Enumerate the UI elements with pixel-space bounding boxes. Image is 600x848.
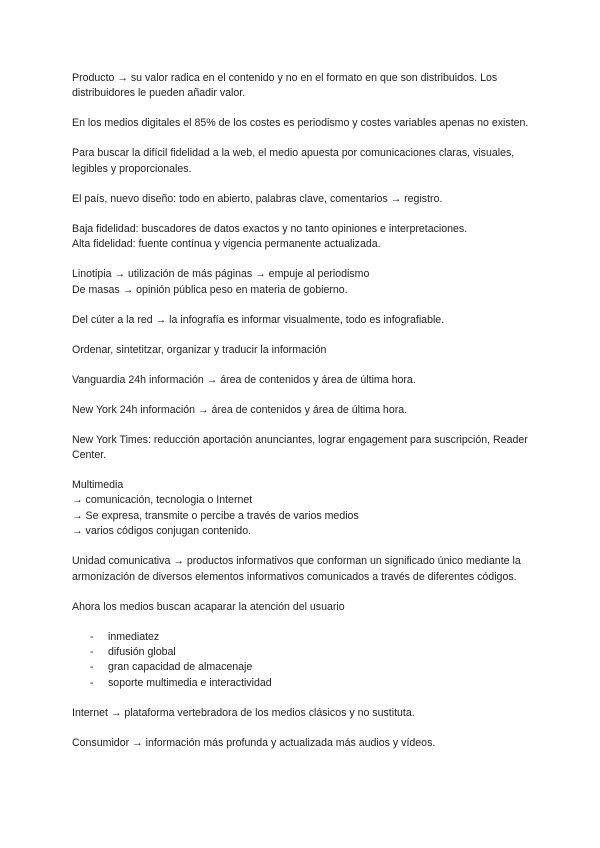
paragraph-ordenar (72, 343, 532, 358)
text-line: Ordenar, sintetitzar, organizar y traducir la información (72, 343, 327, 356)
paragraph-new-york-24h (72, 403, 532, 418)
text-line: New York 24h información → área de contenidos y área de última hora. (72, 403, 408, 416)
paragraph-infografia (72, 313, 532, 328)
text-line: New York Times: reducción aportación anunciantes, lograr engagement para suscripción, Reader Center. (72, 433, 528, 462)
text-line: Consumidor → información más profunda y actualizada más audios y vídeos. (72, 736, 436, 749)
text-line: Producto → su valor radica en el contenido y no en el formato en que son distribuidos. Los distribuidores le pueden añadir valor. (72, 72, 498, 100)
paragraph-fidelidad (72, 222, 532, 253)
list-item (72, 630, 532, 645)
paragraph-internet (72, 706, 532, 721)
text-line: Unidad comunicativa → productos informativos que conforman un significado único mediante la armonización de diversos elementos informativos comunicados a través de diferentes códigos. (72, 555, 521, 583)
paragraph-costes (72, 116, 532, 131)
list-item-text: inmediatez (108, 630, 160, 643)
list-item-text: soporte multimedia e interactividad (108, 676, 272, 689)
paragraph-atencion-usuario (72, 600, 532, 615)
paragraph-vanguardia (72, 373, 532, 388)
text-line: Para buscar la difícil fidelidad a la web, el medio apuesta por comunicaciones claras, visuales, legibles y proporcionales. (72, 147, 515, 175)
text-line: → comunicación, tecnologia o Internet (72, 494, 253, 507)
bullet-dash: - (90, 646, 94, 659)
paragraph-new-york-times (72, 433, 532, 464)
list-item (72, 660, 532, 675)
bullet-dash: - (90, 630, 94, 643)
list-item (72, 645, 532, 660)
document-page (72, 71, 532, 766)
bullet-list (72, 630, 532, 692)
paragraph-fidelidad-web (72, 146, 532, 177)
paragraph-consumidor (72, 736, 532, 751)
text-line: Linotipia → utilización de más páginas → empuje al periodismo (72, 268, 370, 281)
text-line: El país, nuevo diseño: todo en abierto, palabras clave, comentarios → registro. (72, 192, 443, 205)
text-line: Internet → plataforma vertebradora de los medios clásicos y no sustituta. (72, 706, 415, 719)
text-line: Vanguardia 24h información → área de contenidos y área de última hora. (72, 373, 416, 386)
list-item-text: gran capacidad de almacenaje (108, 661, 253, 674)
text-line: De masas → opinión pública peso en materia de gobierno. (72, 283, 348, 296)
text-line: Baja fidelidad: buscadores de datos exactos y no tanto opiniones e interpretaciones. (72, 222, 468, 235)
bullet-dash: - (90, 661, 94, 674)
paragraph-producto (72, 71, 532, 102)
text-line: → Se expresa, transmite o percibe a través de varios medios (72, 509, 359, 522)
text-line: Del cúter a la red → la infografía es informar visualmente, todo es infografiable. (72, 313, 445, 326)
text-line: En los medios digitales el 85% de los costes es periodismo y costes variables apenas no existen. (72, 117, 529, 130)
text-line: Ahora los medios buscan acaparar la atención del usuario (72, 600, 345, 613)
text-line: → varios códigos conjugan contenido. (72, 525, 252, 538)
paragraph-linotipia (72, 267, 532, 298)
bullet-dash: - (90, 676, 94, 689)
text-line: Alta fidelidad: fuente contínua y vigencia permanente actualizada. (72, 238, 381, 251)
paragraph-el-pais (72, 192, 532, 207)
paragraph-multimedia (72, 478, 532, 540)
paragraph-unidad-comunicativa (72, 554, 532, 585)
text-line: Multimedia (72, 479, 124, 492)
list-item-text: difusión global (108, 646, 176, 659)
list-item (72, 676, 532, 691)
